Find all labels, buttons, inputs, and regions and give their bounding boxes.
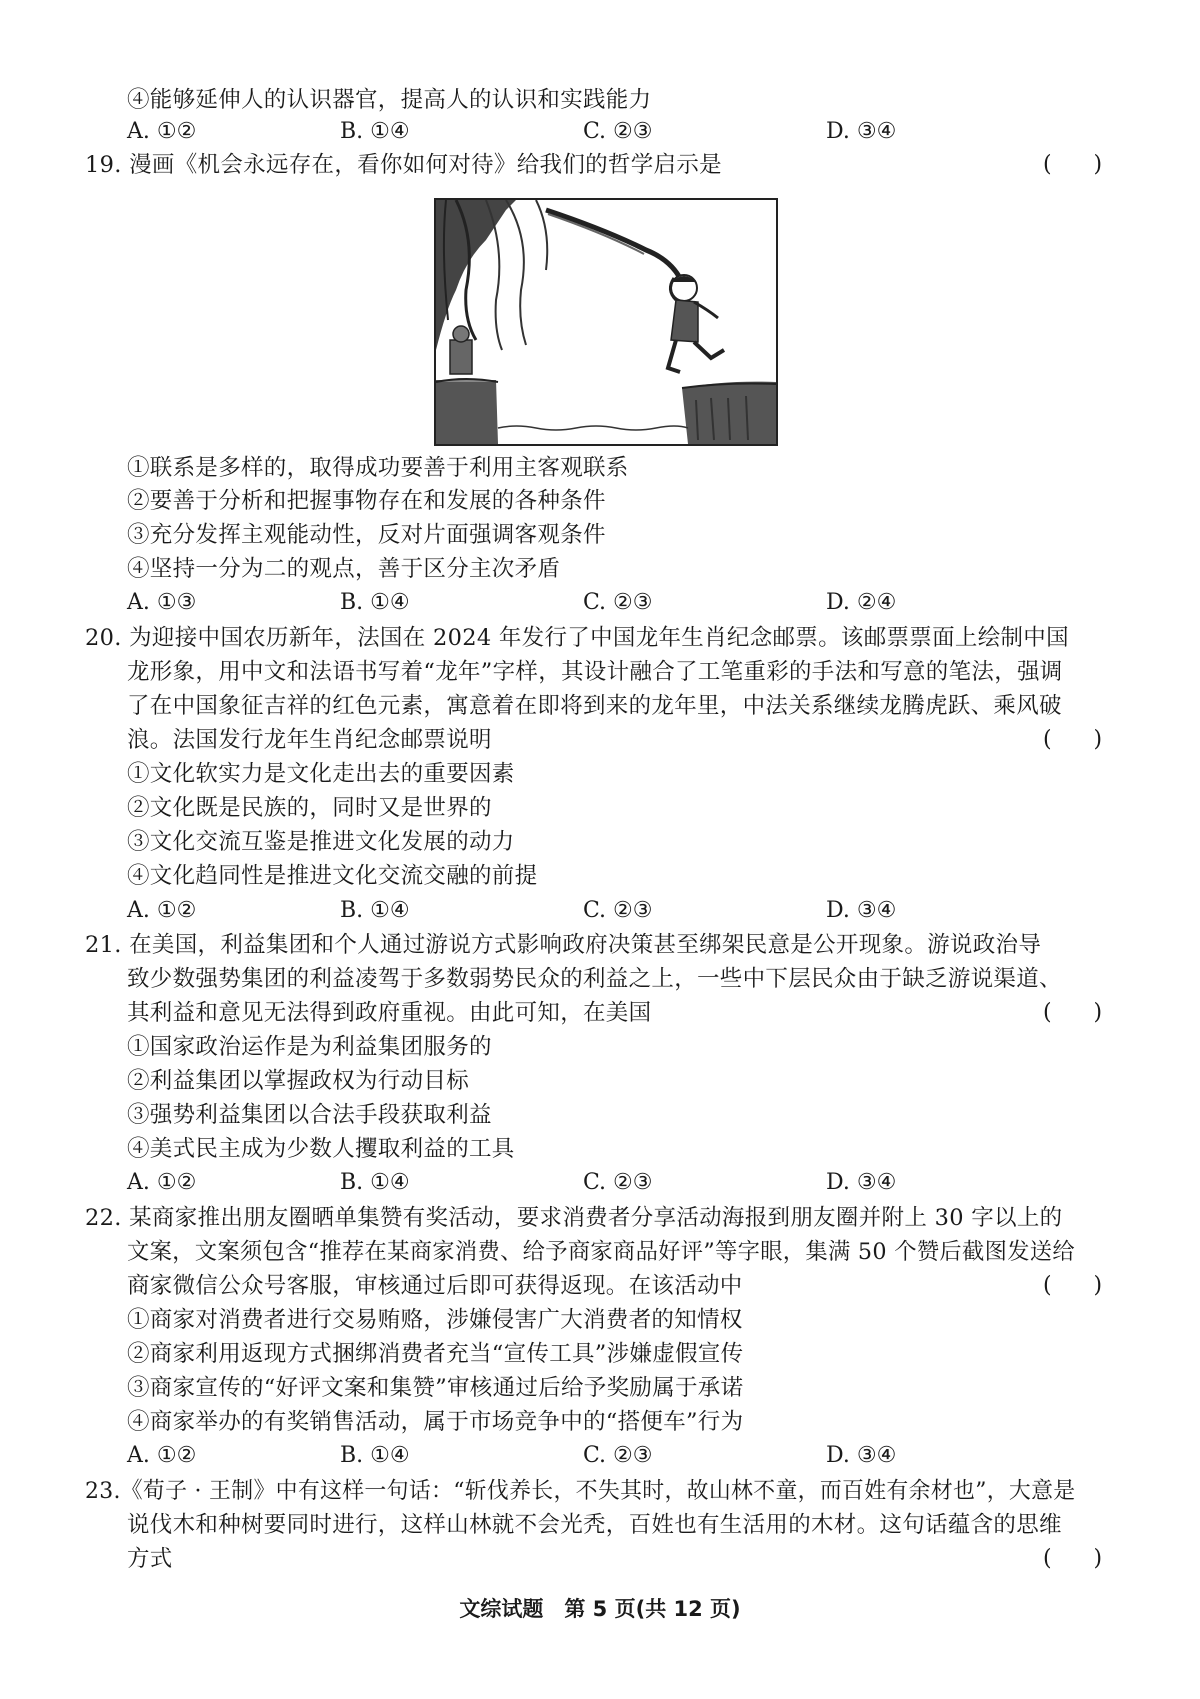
q22-choice-c: C. ②③ [583, 1443, 653, 1468]
q18-choice-c: C. ②③ [583, 119, 653, 144]
q19-choice-c: C. ②③ [583, 590, 653, 615]
q23-stem-line-3: 方式 [127, 1546, 173, 1572]
q19-option-2: ②要善于分析和把握事物存在和发展的各种条件 [127, 488, 606, 514]
cartoon-drawing [436, 200, 776, 444]
q21-option-1: ①国家政治运作是为利益集团服务的 [127, 1034, 492, 1060]
q20-option-3: ③文化交流互鉴是推进文化发展的动力 [127, 829, 515, 855]
q18-choice-d: D. ③④ [826, 119, 897, 144]
q18-choice-b: B. ①④ [340, 119, 410, 144]
q19-option-1: ①联系是多样的，取得成功要善于利用主客观联系 [127, 455, 629, 481]
q20-choice-d: D. ③④ [826, 898, 897, 923]
q20-choice-a: A. ①② [127, 898, 197, 923]
q20-option-1: ①文化软实力是文化走出去的重要因素 [127, 761, 515, 787]
q21-stem-line-3: 其利益和意见无法得到政府重视。由此可知，在美国 [127, 1000, 652, 1026]
q20-option-4: ④文化趋同性是推进文化交流交融的前提 [127, 863, 538, 889]
q22-stem-line-3: 商家微信公众号客服，审核通过后即可获得返现。在该活动中 [127, 1273, 743, 1299]
q20-option-2: ②文化既是民族的，同时又是世界的 [127, 795, 492, 821]
q20-stem-line-2: 龙形象，用中文和法语书写着“龙年”字样，其设计融合了工笔重彩的手法和写意的笔法，强调 [127, 659, 1063, 685]
q19-choice-b: B. ①④ [340, 590, 410, 615]
q20-stem-line-4: 浪。法国发行龙年生肖纪念邮票说明 [127, 727, 492, 753]
q19-option-3: ③充分发挥主观能动性，反对片面强调客观条件 [127, 522, 606, 548]
q21-stem-line-2: 致少数强势集团的利益凌驾于多数弱势民众的利益之上，一些中下层民众由于缺乏游说渠道、 [127, 966, 1062, 992]
q19-option-4: ④坚持一分为二的观点，善于区分主次矛盾 [127, 556, 561, 582]
q20-stem-line-3: 了在中国象征吉祥的红色元素，寓意着在即将到来的龙年里，中法关系继续龙腾虎跃、乘风破 [127, 693, 1062, 719]
q19-choice-d: D. ②④ [826, 590, 897, 615]
q19-answer-paren: ( ) [1043, 152, 1103, 177]
q19-stem: 19. 漫画《机会永远存在，看你如何对待》给我们的哲学启示是 [85, 152, 722, 178]
page-footer: 文综试题 第 5 页(共 12 页) [459, 1597, 741, 1621]
q22-choice-a: A. ①② [127, 1443, 197, 1468]
q21-option-3: ③强势利益集团以合法手段获取利益 [127, 1102, 492, 1128]
q22-option-1: ①商家对消费者进行交易贿赂，涉嫌侵害广大消费者的知情权 [127, 1307, 743, 1333]
q22-choice-d: D. ③④ [826, 1443, 897, 1468]
q22-option-2: ②商家利用返现方式捆绑消费者充当“宣传工具”涉嫌虚假宣传 [127, 1341, 744, 1367]
q21-choice-c: C. ②③ [583, 1170, 653, 1195]
q20-answer-paren: ( ) [1043, 727, 1103, 752]
q22-stem-line-1: 22. 某商家推出朋友圈晒单集赞有奖活动，要求消费者分享活动海报到朋友圈并附上 30 字以上的 [85, 1205, 1063, 1231]
q20-stem-line-1: 20. 为迎接中国农历新年，法国在 2024 年发行了中国龙年生肖纪念邮票。该邮票票面上绘制中国 [85, 625, 1069, 651]
q21-choice-b: B. ①④ [340, 1170, 410, 1195]
q21-answer-paren: ( ) [1043, 1000, 1103, 1025]
q18-option-4: ④能够延伸人的认识器官，提高人的认识和实践能力 [127, 87, 652, 113]
q18-choice-a: A. ①② [127, 119, 197, 144]
q21-stem-line-1: 21. 在美国，利益集团和个人通过游说方式影响政府决策甚至绑架民意是公开现象。游说政治导 [85, 932, 1042, 958]
q19-choice-a: A. ①③ [127, 590, 197, 615]
q23-stem-line-2: 说伐木和种树要同时进行，这样山林就不会光秃，百姓也有生活用的木材。这句话蕴含的思维 [127, 1512, 1062, 1538]
q22-option-3: ③商家宣传的“好评文案和集赞”审核通过后给予奖励属于承诺 [127, 1375, 744, 1401]
q21-choice-a: A. ①② [127, 1170, 197, 1195]
q21-option-4: ④美式民主成为少数人攫取利益的工具 [127, 1136, 515, 1162]
q22-answer-paren: ( ) [1043, 1273, 1103, 1298]
q22-choice-b: B. ①④ [340, 1443, 410, 1468]
q22-option-4: ④商家举办的有奖销售活动，属于市场竞争中的“搭便车”行为 [127, 1409, 744, 1435]
cartoon-image [434, 198, 778, 446]
q21-choice-d: D. ③④ [826, 1170, 897, 1195]
q20-choice-b: B. ①④ [340, 898, 410, 923]
q23-stem-line-1: 23.《荀子 · 王制》中有这样一句话：“斩伐养长，不失其时，故山林不童，而百姓有余材也”，大意是 [85, 1478, 1076, 1504]
q22-stem-line-2: 文案，文案须包含“推荐在某商家消费、给予商家商品好评”等字眼，集满 50 个赞后截图发送给 [127, 1239, 1075, 1265]
q20-choice-c: C. ②③ [583, 898, 653, 923]
q23-answer-paren: ( ) [1043, 1546, 1103, 1571]
q21-option-2: ②利益集团以掌握政权为行动目标 [127, 1068, 470, 1094]
